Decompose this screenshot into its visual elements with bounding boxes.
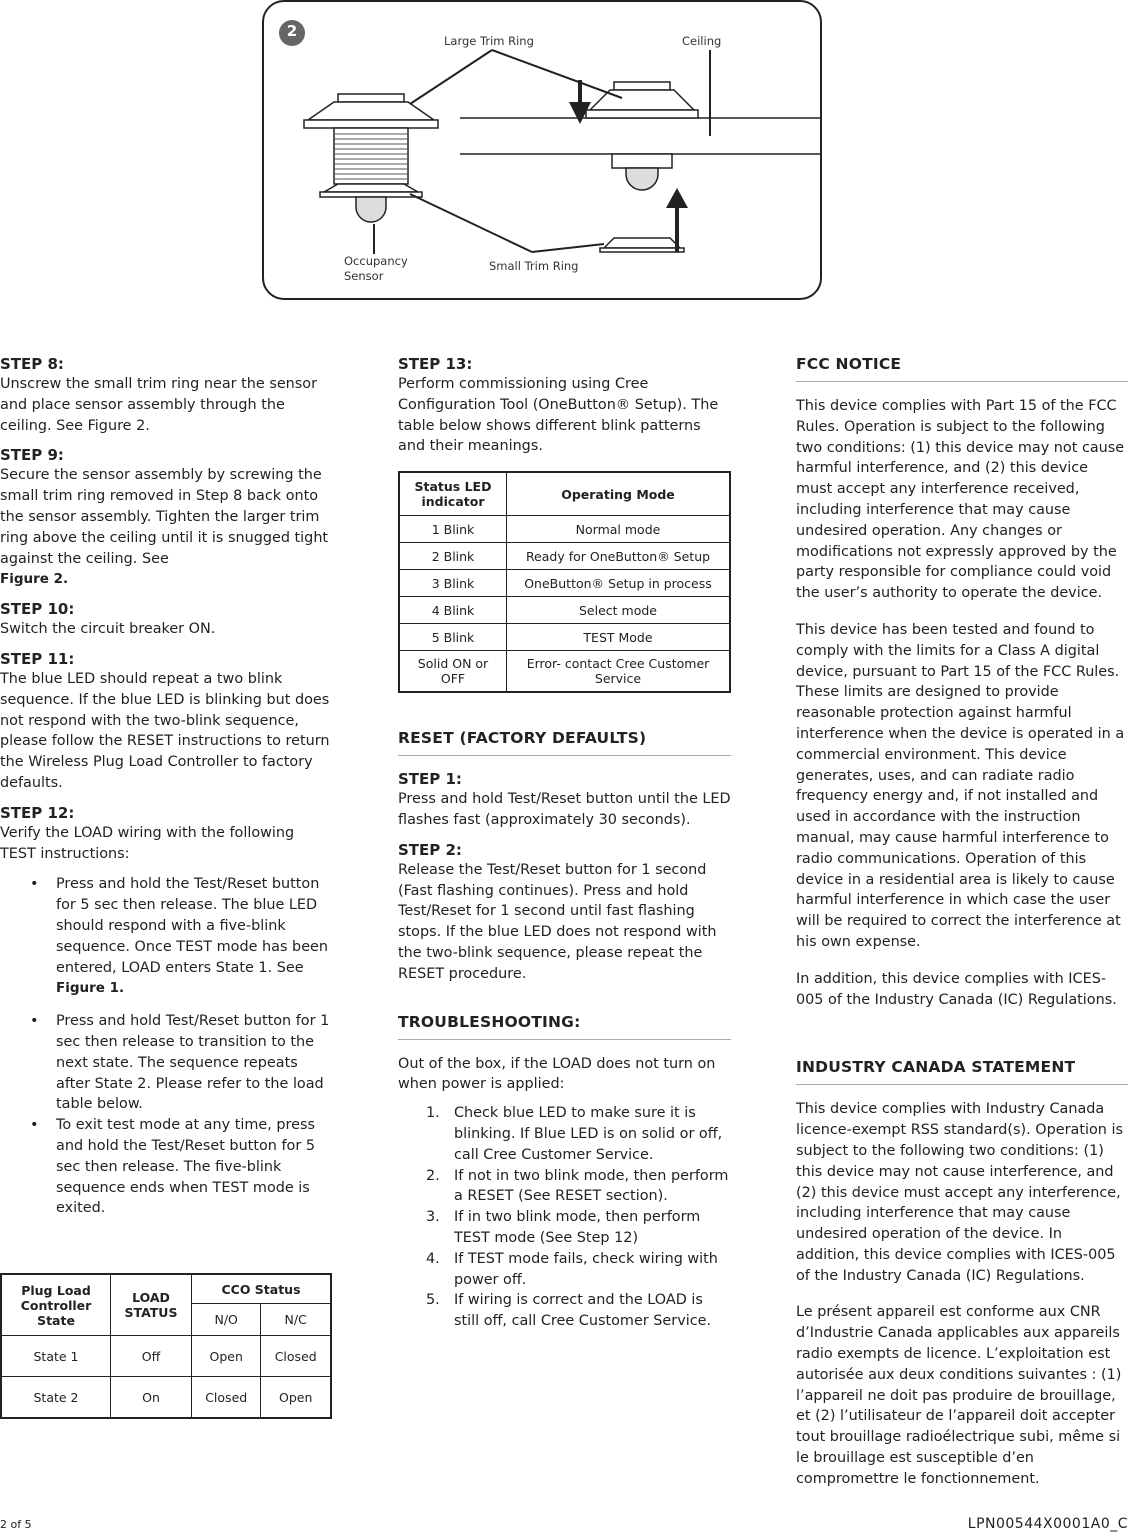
troubleshooting-title: TROUBLESHOOTING: <box>398 1013 731 1040</box>
label-small-trim-ring: Small Trim Ring <box>489 259 579 273</box>
header-load-status: LOAD STATUS <box>111 1274 192 1336</box>
industry-canada-section <box>796 1058 1128 1489</box>
step-9-title: STEP 9: <box>0 446 64 465</box>
step-11 <box>0 650 332 794</box>
cell-mode: TEST Mode <box>507 624 731 651</box>
cell-nc: Closed <box>261 1336 331 1377</box>
industry-canada-paragraph-2: Le présent appareil est conforme aux CNR d’Industrie Canada applicables aux appareils radio exempts de licence. L’exploitation est autorisée aux deux conditions suivantes : (1) l’appareil ne doit pas produire de brouillage, et (2) l’utilisateur de l’appareil doit accepter tout brouillage radioélectrique subi, même si le brouillage est susceptible d’en compromettre le fonctionnement. <box>796 1304 1122 1487</box>
step-8-text: Unscrew the small trim ring near the sensor and place sensor assembly through the ceiling. See Figure 2. <box>0 376 318 434</box>
step-12-text: Verify the LOAD wiring with the following TEST instructions: <box>0 824 295 862</box>
table-row <box>399 516 730 543</box>
step-10-title: STEP 10: <box>0 600 75 619</box>
step-11-title: STEP 11: <box>0 649 75 668</box>
reset-step-2 <box>398 841 731 985</box>
table-row <box>399 624 730 651</box>
troubleshooting-section <box>398 1013 731 1332</box>
cell-mode: Select mode <box>507 597 731 624</box>
cell-load: On <box>111 1377 192 1419</box>
cell-state: State 2 <box>1 1377 111 1419</box>
reset-section <box>398 729 731 984</box>
right-sensor-assembly-icon <box>586 82 698 252</box>
industry-canada-title: INDUSTRY CANADA STATEMENT <box>796 1058 1128 1085</box>
installation-figure <box>262 0 822 300</box>
reset-step-1-text: Press and hold Test/Reset button until the LED flashes fast (approximately 30 seconds). <box>398 791 731 828</box>
label-occupancy-line2: Sensor <box>344 269 384 283</box>
left-sensor-assembly-icon <box>304 94 438 222</box>
table-row <box>1 1336 331 1377</box>
list-item: • To exit test mode at any time, press and hold the Test/Reset button for 5 sec then release. The five-blink sequence ends when TEST mode is exited. <box>0 1115 332 1219</box>
table-row <box>399 597 730 624</box>
cell-mode: Ready for OneButton® Setup <box>507 543 731 570</box>
table-row <box>1 1377 331 1419</box>
cell-no: Open <box>192 1336 261 1377</box>
reset-step-1 <box>398 770 731 831</box>
cell-mode: Normal mode <box>507 516 731 543</box>
reset-step-1-title: STEP 1: <box>398 770 462 789</box>
list-item: 3. If in two blink mode, then perform TEST mode (See Step 12) <box>426 1209 701 1246</box>
load-status-table <box>0 1273 332 1419</box>
led-status-table <box>398 471 731 693</box>
step-10-text: Switch the circuit breaker ON. <box>0 621 216 638</box>
step-12-title: STEP 12: <box>0 803 75 822</box>
step-13 <box>398 355 731 457</box>
cell-no: Closed <box>192 1377 261 1419</box>
cell-led: 4 Blink <box>399 597 507 624</box>
header-controller-state: Plug Load Controller State <box>1 1274 111 1336</box>
troubleshooting-intro: Out of the box, if the LOAD does not turn on when power is applied: <box>398 1055 716 1093</box>
fcc-paragraph-2: This device has been tested and found to comply with the limits for a Class A digital device, pursuant to Part 15 of the FCC Rules. These limits are designed to provide reasonable protection against harmful interference when the device is operated in a commercial environment. This device generates, uses, and can radiate radio frequency energy and, if not installed and used in accordance with the instruction manual, may cause harmful interference to radio communications. Operation of this device in a residential area is likely to cause harmful interference in which case the user will be required to correct the interference at his own expense. <box>796 621 1125 950</box>
step-8-title: STEP 8: <box>0 355 64 373</box>
column-left <box>0 355 332 1231</box>
table-row <box>399 651 730 693</box>
table-row <box>399 543 730 570</box>
page-number: 2 of 5 <box>0 1518 32 1531</box>
step-12 <box>0 804 332 1219</box>
header-no: N/O <box>192 1304 261 1336</box>
label-ceiling: Ceiling <box>682 34 722 48</box>
column-right <box>796 355 1128 1490</box>
list-item: 2. If not in two blink mode, then perform a RESET (See RESET section). <box>426 1167 729 1205</box>
table-row <box>399 570 730 597</box>
cell-state: State 1 <box>1 1336 111 1377</box>
step-13-text: Perform commissioning using Cree Configuration Tool (OneButton® Setup). The table below shows different blink patterns and their meanings. <box>398 376 719 455</box>
cell-led: 1 Blink <box>399 516 507 543</box>
step-8 <box>0 355 332 436</box>
list-item: 4. If TEST mode fails, check wiring with power off. <box>426 1250 718 1288</box>
reset-title: RESET (FACTORY DEFAULTS) <box>398 729 731 756</box>
cell-mode: Error- contact Cree Customer Service <box>507 651 731 693</box>
step-9 <box>0 446 332 590</box>
step-10 <box>0 600 332 640</box>
reset-step-2-title: STEP 2: <box>398 840 462 859</box>
document-id: LPN00544X0001A0_C <box>967 1516 1128 1532</box>
cell-led: 5 Blink <box>399 624 507 651</box>
header-status-led: Status LED indicator <box>399 472 507 516</box>
step-9-figure-ref: Figure 2. <box>0 571 69 588</box>
label-occupancy-line1: Occupancy <box>344 254 408 268</box>
list-item: 1. Check blue LED to make sure it is blinking. If Blue LED is on solid or off, call Cree Customer Service. <box>426 1105 723 1163</box>
fcc-paragraph-1: This device complies with Part 15 of the FCC Rules. Operation is subject to the following two conditions: (1) this device may not cause harmful interference, and (2) this device must accept any interference received, including interference that may cause undesired operation. Any changes or modifications not expressly approved by the party responsible for compliance could void the user’s authority to operate the device. <box>796 398 1125 602</box>
cell-led: 2 Blink <box>399 543 507 570</box>
label-large-trim-ring: Large Trim Ring <box>444 34 534 48</box>
step-11-text: The blue LED should repeat a two blink sequence. If the blue LED is blinking but does not respond with the two-blink sequence, please follow the RESET instructions to return the Wireless Plug Load Controller to factory defaults. <box>0 670 330 791</box>
cell-led: 3 Blink <box>399 570 507 597</box>
cell-nc: Open <box>261 1377 331 1419</box>
cell-led: Solid ON or OFF <box>399 651 507 693</box>
fcc-section <box>796 355 1128 1010</box>
fcc-title: FCC NOTICE <box>796 355 1128 382</box>
cell-mode: OneButton® Setup in process <box>507 570 731 597</box>
header-operating-mode: Operating Mode <box>507 472 731 516</box>
header-cco-status: CCO Status <box>192 1274 332 1304</box>
header-nc: N/C <box>261 1304 331 1336</box>
troubleshooting-list <box>398 1103 731 1332</box>
cell-load: Off <box>111 1336 192 1377</box>
list-item: 5. If wiring is correct and the LOAD is still off, call Cree Customer Service. <box>426 1292 712 1330</box>
step-13-title: STEP 13: <box>398 355 473 373</box>
list-item: • Press and hold the Test/Reset button for 5 sec then release. The blue LED should respond with a five-blink sequence. Once TEST mode has been entered, LOAD enters State 1. See Figure 1. <box>0 874 332 999</box>
industry-canada-paragraph-1: This device complies with Industry Canada licence-exempt RSS standard(s). Operation is subject to the following two conditions: (1) this device may not cause interference, and (2) this device must accept any interference, including interference that may cause undesired operation of the device. In addition, this device complies with ICES-005 of the Industry Canada (IC) Regulations. <box>796 1101 1123 1284</box>
fcc-paragraph-3: In addition, this device complies with ICES-005 of the Industry Canada (IC) Regulations. <box>796 970 1117 1008</box>
reset-step-2-text: Release the Test/Reset button for 1 second (Fast flashing continues). Press and hold Test/Reset for 1 second until fast flashing stops. If the blue LED does not respond with the two-blink sequence, please repeat the RESET procedure. <box>398 861 717 982</box>
step-9-text: Secure the sensor assembly by screwing the small trim ring removed in Step 8 back onto the sensor assembly. Tighten the larger trim ring above the ceiling until it is snugged tight against the ceiling. See <box>0 467 329 567</box>
bullet-figure-ref: Figure 1. <box>56 980 125 997</box>
column-middle <box>398 355 731 1332</box>
list-item: • Press and hold Test/Reset button for 1 sec then release to transition to the next state. The sequence repeats after State 2. Please refer to the load table below. <box>0 1011 332 1115</box>
figure-number-badge: 2 <box>286 22 298 40</box>
step-12-bullets <box>0 874 332 1219</box>
